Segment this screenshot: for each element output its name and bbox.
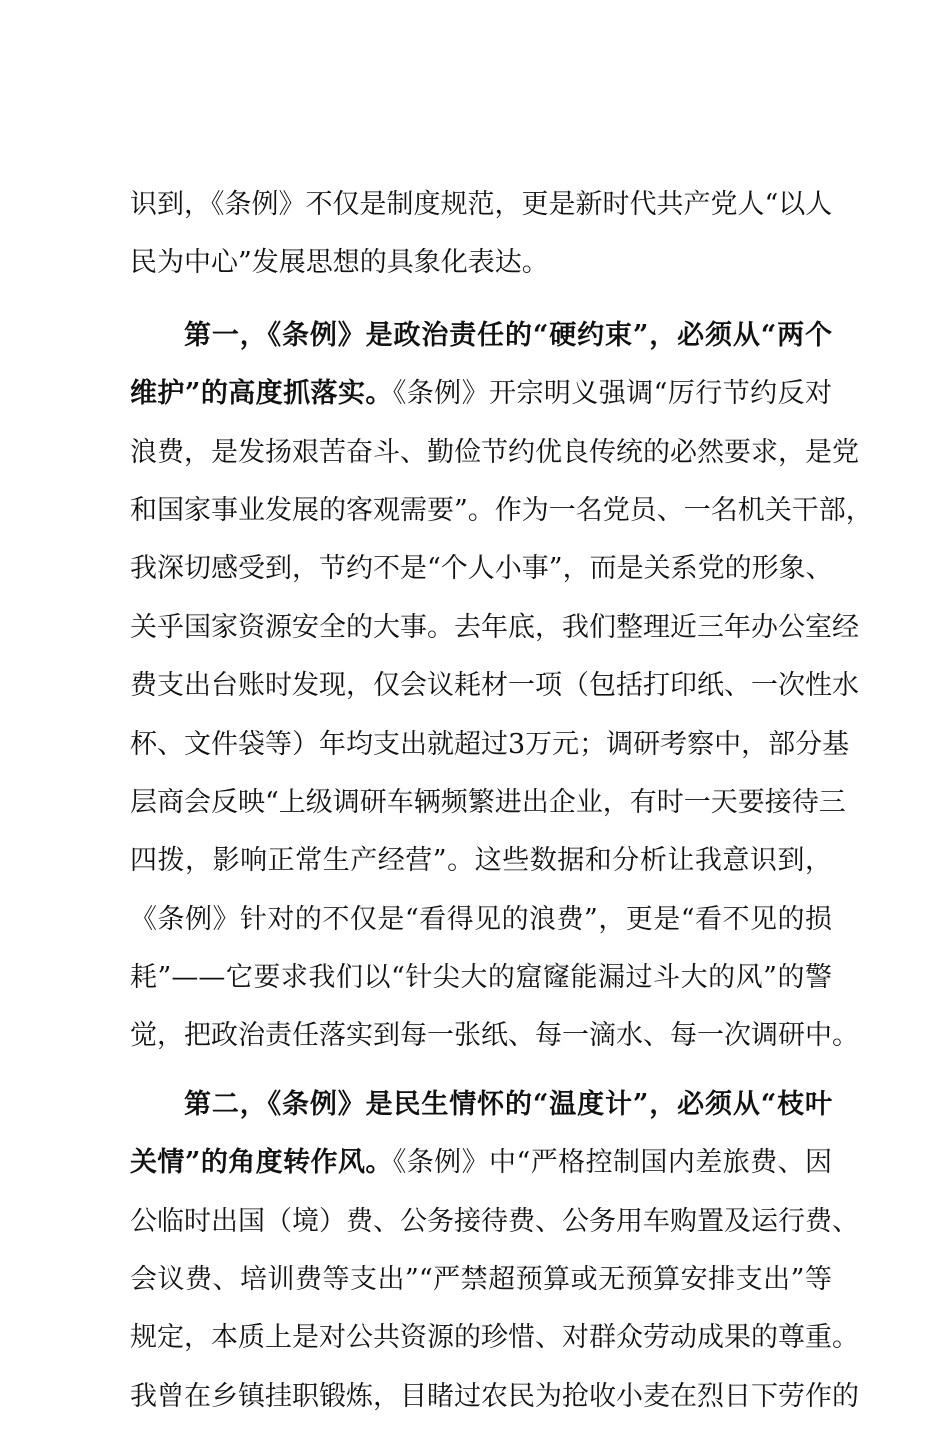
text-line: 觉，把政治责任落实到每一张纸、每一滴水、每一次调研中。 <box>130 1020 859 1052</box>
text-line: 费支出台账时发现，仅会议耗材一项（包括打印纸、一次性水 <box>130 670 859 702</box>
text-line <box>130 1134 832 1192</box>
text-line: 民为中心”发展思想的具象化表达。 <box>130 247 549 279</box>
text-line: 会议费、培训费等支出”“严禁超预算或无预算安排支出”等 <box>130 1264 832 1296</box>
text-line: 我深切感受到，节约不是“个人小事”，而是关系党的形象、 <box>130 553 833 585</box>
text-line: 识到，《条例》不仅是制度规范，更是新时代共产党人“以人 <box>130 189 833 220</box>
point-two-heading-end: 关情”的角度转作风。 <box>130 1147 393 1179</box>
paragraph-intro-continuation <box>130 176 832 293</box>
point-one-heading-line: 第一，《条例》是政治责任的“硬约束”，必须从“两个 <box>184 319 832 351</box>
point-one-heading-end: 维护”的高度抓落实。 <box>130 378 393 410</box>
text-line: 公临时出国（境）费、公务接待费、公务用车购置及运行费、 <box>130 1205 859 1237</box>
document-body <box>130 176 873 1436</box>
text-line: 关乎国家资源安全的大事。去年底，我们整理近三年办公室经 <box>130 611 859 643</box>
text-line: 浪费，是发扬艰苦奋斗、勤俭节约优良传统的必然要求，是党 <box>130 436 859 468</box>
text-segment: 《条例》开宗明义强调“厉行节约反对 <box>392 378 832 410</box>
text-line: 层商会反映“上级调研车辆频繁进出企业，有时一天要接待三 <box>130 786 846 818</box>
text-line: 规定，本质上是对公共资源的珍惜、对群众劳动成果的尊重。 <box>130 1322 859 1354</box>
text-line: 四拨，影响正常生产经营”。这些数据和分析让我意识到， <box>130 845 832 877</box>
paragraph-point-two <box>130 1076 859 1426</box>
paragraph-point-one <box>130 307 873 1066</box>
point-two-heading-line: 第二，《条例》是民生情怀的“温度计”，必须从“枝叶 <box>184 1088 832 1120</box>
text-line: 我曾在乡镇挂职锻炼，目睹过农民为抢收小麦在烈日下劳作的 <box>130 1380 859 1412</box>
text-line: 耗”——它要求我们以“针尖大的窟窿能漏过斗大的风”的警 <box>130 962 832 994</box>
text-line: 和国家事业发展的客观需要”。作为一名党员、一名机关干部， <box>130 494 873 526</box>
text-line: 《条例》针对的不仅是“看得见的浪费”，更是“看不见的损 <box>130 903 832 935</box>
text-line: 杯、文件袋等）年均支出就超过3万元；调研考察中，部分基 <box>130 728 850 760</box>
text-line <box>130 365 832 423</box>
text-segment: 《条例》中“严格控制国内差旅费、因 <box>392 1147 832 1179</box>
